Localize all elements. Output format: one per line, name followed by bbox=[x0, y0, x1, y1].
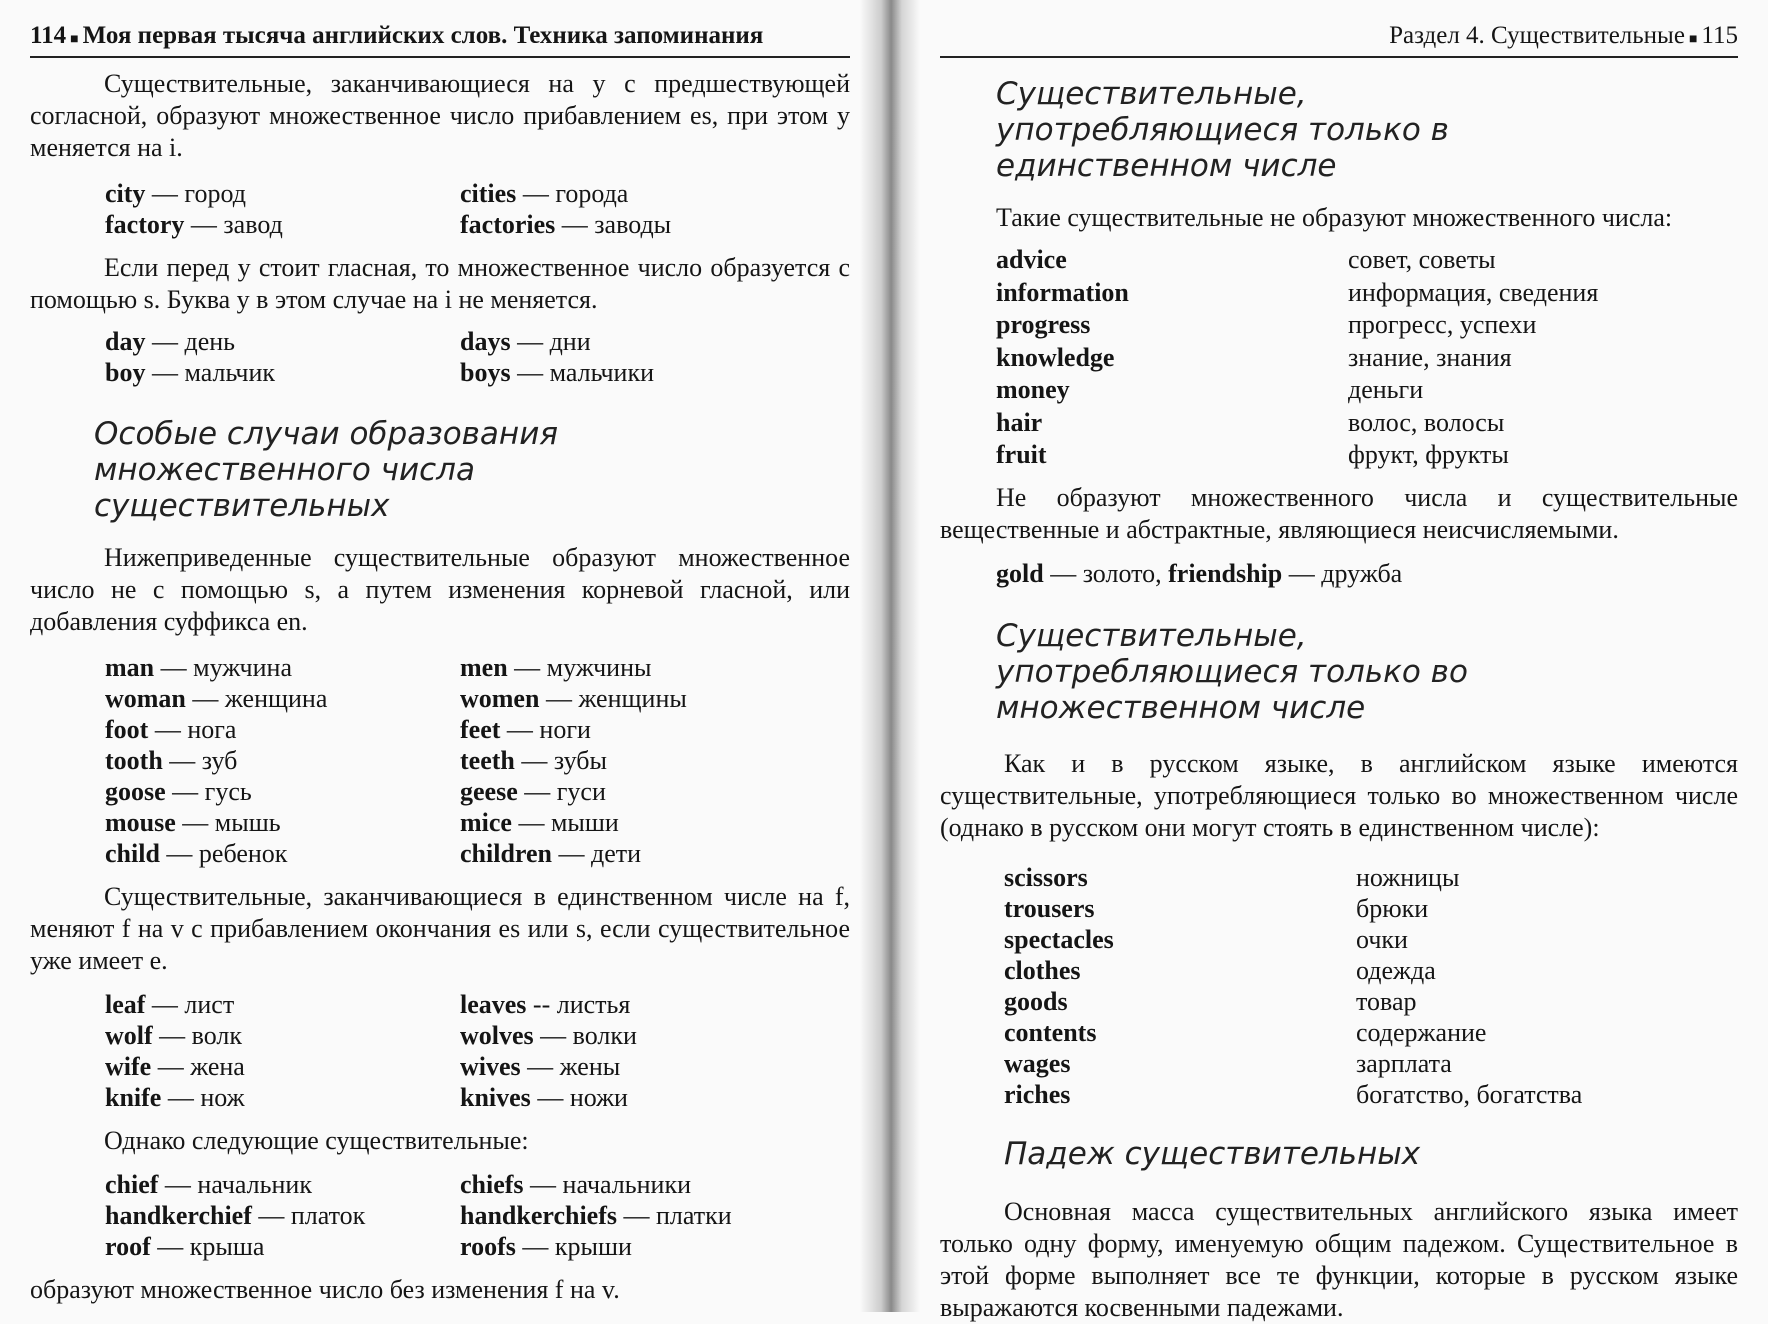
paragraph-singular-intro: Такие существительные не образуют множественного числа: bbox=[996, 203, 1673, 232]
pair-word: cities — города bbox=[460, 179, 629, 208]
word-pairs-y-vowel bbox=[105, 326, 850, 388]
page-number-right: 115 bbox=[1701, 22, 1738, 49]
paragraph-f-to-v: Существительные, заканчивающиеся в единственном числе на f, меняют f на v с прибавлением окончания es или s, если существительное уже имеет e. bbox=[30, 882, 850, 975]
paragraph-no-change: образуют множественное число без изменения f на v. bbox=[30, 1275, 620, 1304]
bullet-icon: ■ bbox=[70, 32, 79, 47]
pair-word: day — день bbox=[105, 327, 236, 356]
section-heading-special-cases: Особые случаи образования множественного числа существительных bbox=[94, 416, 558, 524]
section-heading-case: Падеж существительных bbox=[1004, 1135, 1421, 1172]
left-page bbox=[0, 0, 870, 1312]
pair-word: boy — мальчик bbox=[105, 358, 275, 387]
paragraph-common-case: Основная масса существительных английского языка имеет только одну форму, именуемую общим падежом. Существительное в этой форме выполняет все те функции, которые в русском языке выражаются косвенными падежами. bbox=[940, 1196, 1738, 1322]
bullet-icon: ■ bbox=[1688, 32, 1698, 47]
pair-word: factory — завод bbox=[105, 210, 283, 239]
pair-word: factories — заводы bbox=[460, 210, 672, 239]
left-running-head bbox=[30, 22, 850, 58]
paragraph-irregular: Нижеприведенные существительные образуют множественное число не с помощью s, а путем изменения корневой гласной, или добавления суффикса en. bbox=[30, 543, 850, 636]
section-title: Раздел 4. Существительные bbox=[1389, 22, 1685, 49]
section-heading-plural-only: Существительные, употребляющиеся только во множественном числе bbox=[996, 617, 1468, 726]
book-title: Моя первая тысяча английских слов. Техника запоминания bbox=[82, 22, 764, 49]
glossary-plural-only: scissors ножницы trousers брюки spectacles очки clothes одежда goods товар contents содержание wages зарплата riches богатство, богатства bbox=[1004, 862, 1583, 1109]
paragraph-however: Однако следующие существительные: bbox=[104, 1126, 529, 1155]
right-running-head bbox=[940, 22, 1738, 58]
paragraph-y-consonant: Существительные, заканчивающиеся на y с предшествующей согласной, образуют множественное число прибавлением es, при этом y меняется на i. bbox=[30, 69, 850, 162]
right-page bbox=[900, 0, 1768, 1322]
paragraph-y-vowel: Если перед y стоит гласная, то множественное число образуется с помощью s. Буква y в этом случае на i не меняется. bbox=[30, 253, 850, 314]
paragraph-plural-intro: Как и в русском языке, в английском языке имеются существительные, употребляющиеся только во множественном числе (однако в русском они могут стоять в единственном числе): bbox=[940, 748, 1738, 842]
word-pairs-irregular: man — мужчина men — мужчины woman — женщина women — женщины foot — нога feet — ноги tooth — зуб teeth — зубы goose — гусь geese — гуси mouse — мышь mice — мыши child — ребенок children — дети bbox=[105, 653, 687, 868]
word-pairs-f-to-v: leaf — лист leaves -- листья wolf — волк wolves — волки wife — жена wives — жены knife — нож knives — ножи bbox=[105, 990, 637, 1112]
word-pairs-exceptions: chief — начальник chiefs — начальники handkerchief — платок handkerchiefs — платки roof — крыша roofs — крыши bbox=[105, 1170, 732, 1261]
word-pairs-y-consonant bbox=[105, 178, 850, 240]
paragraph-uncountable: Не образуют множественного числа и существительные вещественные и абстрактные, являющиеся неисчисляемыми. bbox=[940, 482, 1738, 544]
pair-word: boys — мальчики bbox=[460, 358, 655, 387]
uncountable-examples: gold — золото, friendship — дружба bbox=[996, 558, 1403, 588]
page-number-left: 114 bbox=[30, 22, 67, 49]
section-heading-singular-only: Существительные, употребляющиеся только в единственном числе bbox=[996, 76, 1449, 184]
glossary-singular-only: advice совет, советы information информация, сведения progress прогресс, успехи knowledge знание, знания money деньги hair волос, волосы fruit фрукт, фрукты bbox=[996, 245, 1599, 469]
pair-word: days — дни bbox=[460, 327, 591, 356]
pair-word: city — город bbox=[105, 179, 246, 208]
